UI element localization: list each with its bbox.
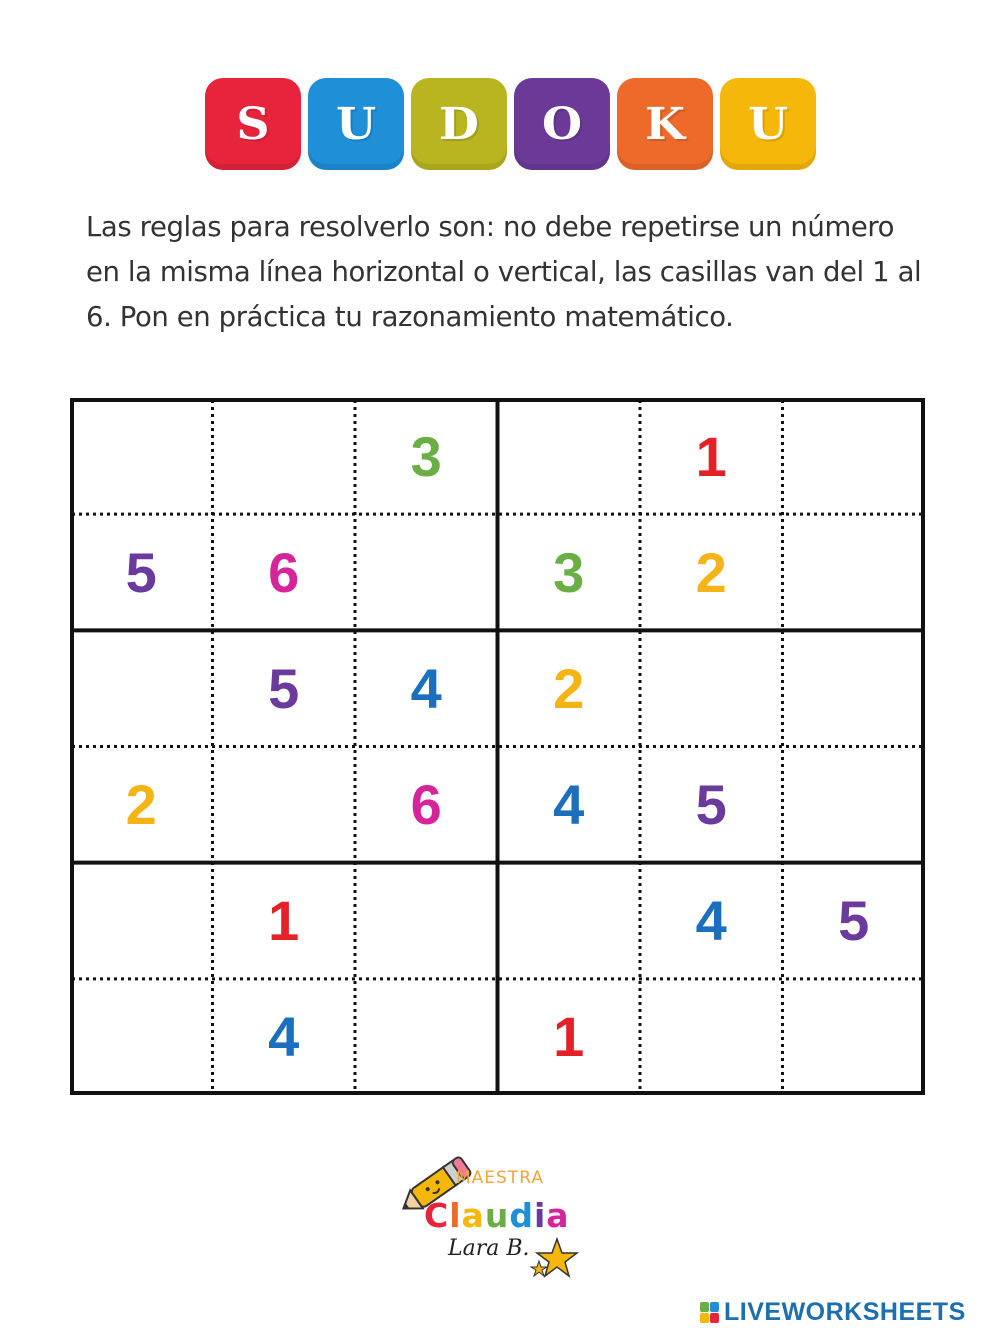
title-letter: K: [645, 98, 685, 150]
star-icon: [527, 1235, 587, 1285]
logo-claudia: Claudia: [424, 1196, 570, 1235]
author-logo: [392, 1140, 592, 1290]
empty-cell[interactable]: [70, 398, 213, 514]
title-tile-2: [308, 78, 404, 170]
empty-cell[interactable]: [213, 398, 356, 514]
given-digit-cell: 1: [268, 889, 300, 953]
instructions-line-2: en la misma línea horizontal o vertical, las casillas van del 1 al: [86, 256, 922, 288]
empty-cell[interactable]: [498, 398, 641, 514]
empty-cell[interactable]: [783, 514, 926, 630]
empty-cell[interactable]: [355, 979, 498, 1095]
given-digit-cell: 6: [268, 540, 300, 604]
empty-cell[interactable]: [70, 979, 213, 1095]
empty-cell[interactable]: [640, 979, 783, 1095]
given-digit-cell: 3: [410, 424, 442, 488]
logo-lara: Lara B.: [448, 1236, 530, 1261]
instructions: [86, 205, 936, 340]
title-letter: U: [335, 98, 377, 150]
title-tile-6: [720, 78, 816, 170]
empty-cell[interactable]: [783, 630, 926, 746]
given-digit-cell: 4: [695, 889, 727, 953]
empty-cell[interactable]: [70, 863, 213, 979]
title-tile-3: [411, 78, 507, 170]
title-letter: S: [236, 98, 270, 150]
given-digit-cell: 5: [125, 540, 157, 604]
given-digit-cell: 2: [695, 540, 727, 604]
given-digit-cell: 4: [268, 1005, 300, 1069]
given-digit-cell: 5: [838, 889, 870, 953]
liveworksheets-brand: [700, 1298, 966, 1327]
empty-cell[interactable]: [783, 398, 926, 514]
logo-maestra: MAESTRA: [456, 1168, 544, 1188]
title-tile-1: [205, 78, 301, 170]
empty-cell[interactable]: [355, 514, 498, 630]
empty-cell[interactable]: [783, 979, 926, 1095]
given-digit-cell: 2: [553, 656, 585, 720]
given-digit-cell: 1: [553, 1005, 585, 1069]
liveworksheets-text: LIVEWORKSHEETS: [724, 1298, 966, 1326]
empty-cell[interactable]: [355, 863, 498, 979]
given-digit-cell: 3: [553, 540, 585, 604]
empty-cell[interactable]: [498, 863, 641, 979]
title-letter: U: [747, 98, 789, 150]
title-tiles: [205, 78, 816, 170]
title-letter: D: [439, 98, 479, 150]
empty-cell[interactable]: [783, 747, 926, 863]
title-letter: O: [541, 98, 583, 150]
instructions-line-1: Las reglas para resolverlo son: no debe repetirse un número: [86, 211, 895, 243]
empty-cell[interactable]: [213, 747, 356, 863]
given-digit-cell: 4: [553, 773, 585, 837]
given-digit-cell: 5: [268, 656, 300, 720]
instructions-line-3: 6. Pon en práctica tu razonamiento matemático.: [86, 301, 734, 333]
empty-cell[interactable]: [640, 630, 783, 746]
given-digit-cell: 4: [410, 656, 442, 720]
given-digit-cell: 6: [410, 773, 442, 837]
title-tile-5: [617, 78, 713, 170]
liveworksheets-logo-icon: [700, 1302, 720, 1324]
given-digit-cell: 5: [695, 773, 727, 837]
given-digit-cell: 1: [695, 424, 727, 488]
sudoku-board: [70, 398, 925, 1095]
empty-cell[interactable]: [70, 630, 213, 746]
given-digit-cell: 2: [125, 773, 157, 837]
title-tile-4: [514, 78, 610, 170]
